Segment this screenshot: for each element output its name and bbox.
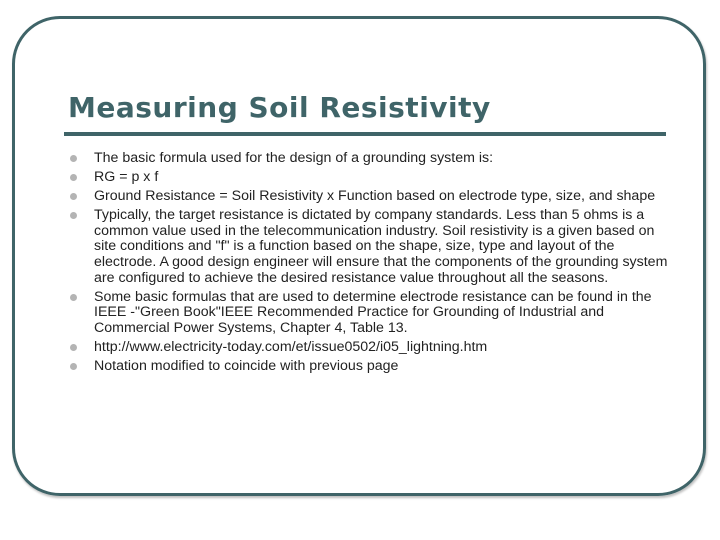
slide-title: Measuring Soil Resistivity bbox=[68, 91, 491, 124]
bullet-dot-icon bbox=[70, 193, 77, 200]
bullet-text: Notation modified to coincide with previous page bbox=[94, 358, 399, 375]
bullet-text: RG = p x f bbox=[94, 169, 159, 186]
bullet-item bbox=[70, 290, 670, 337]
bullet-list bbox=[70, 151, 670, 378]
bullet-text: Ground Resistance = Soil Resistivity x Function based on electrode type, size, and shape bbox=[94, 188, 656, 205]
title-underline bbox=[64, 132, 666, 136]
bullet-item bbox=[70, 359, 670, 375]
bullet-item-link[interactable] bbox=[70, 340, 670, 356]
bullet-item bbox=[70, 208, 670, 286]
bullet-dot-icon bbox=[70, 212, 77, 219]
bullet-text: The basic formula used for the design of a grounding system is: bbox=[94, 150, 494, 166]
bullet-dot-icon bbox=[70, 344, 77, 351]
reference-url[interactable]: http://www.electricity-today.com/et/issue0502/i05_lightning.htm bbox=[94, 339, 488, 356]
bullet-dot-icon bbox=[70, 363, 77, 370]
bullet-text: Some basic formulas that are used to determine electrode resistance can be found in the IEEE -"Green Book"IEEE Recommended Practice for Grounding of Industrial and Commercial Power Systems, Chapter 4, Table 13. bbox=[94, 288, 652, 336]
bullet-text: Typically, the target resistance is dictated by company standards. Less than 5 ohms is a common value used in the telecommunication industry. Soil resistivity is a given based on site conditions and "f" is a function based on the shape, size, type and layout of the electrode. A good design engineer will ensure that the components of the grounding system are configured to achieve the desired resistance value throughout all the seasons. bbox=[94, 207, 668, 286]
bullet-item bbox=[70, 189, 670, 205]
bullet-dot-icon bbox=[70, 174, 77, 181]
bullet-dot-icon bbox=[70, 155, 77, 162]
bullet-item bbox=[70, 151, 670, 167]
bullet-item bbox=[70, 170, 670, 186]
bullet-dot-icon bbox=[70, 294, 77, 301]
